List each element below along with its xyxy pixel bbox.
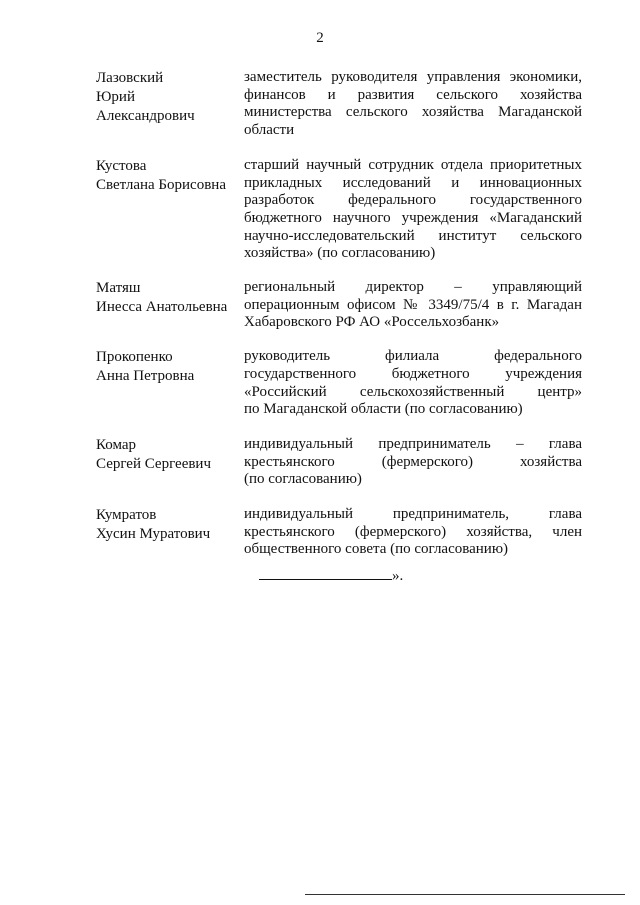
member-role	[244, 69, 582, 140]
footer-divider	[305, 894, 625, 895]
role-line: крестьянского (фермерского) хозяйства	[244, 453, 582, 470]
member-entry	[96, 436, 582, 489]
name-line: Сергей Сергеевич	[96, 455, 212, 472]
member-list	[96, 69, 582, 559]
member-entry	[96, 506, 582, 559]
role-line: области	[244, 122, 295, 139]
closing-quote: ».	[392, 568, 404, 584]
name-line: Хусин Муратович	[96, 526, 211, 543]
name-line: Лазовский	[96, 70, 164, 86]
role-line: финансов и развития сельского хозяйства	[244, 86, 582, 103]
role-line: старший научный сотрудник отдела приоритетных	[244, 156, 582, 173]
member-entry	[96, 157, 582, 263]
role-line: государственного бюджетного учреждения	[244, 365, 582, 382]
member-name	[96, 348, 244, 386]
member-role	[244, 436, 582, 489]
member-role	[244, 348, 582, 419]
name-line: Кустова	[96, 157, 147, 174]
role-line: (по согласованию)	[244, 471, 362, 488]
member-role	[244, 279, 582, 332]
member-name	[96, 506, 244, 544]
name-line: Анна Петровна	[96, 368, 195, 385]
member-entry	[96, 348, 582, 419]
role-line: крестьянского (фермерского) хозяйства, член	[244, 523, 582, 540]
page-number: 2	[316, 30, 324, 46]
role-line: прикладных исследований и инновационных	[244, 174, 582, 191]
member-entry	[96, 279, 582, 332]
role-line: «Российский сельскохозяйственный центр»	[244, 383, 582, 400]
member-role	[244, 506, 582, 559]
member-name	[96, 279, 244, 317]
closing-mark	[259, 565, 403, 585]
name-line: Инесса Анатольевна	[96, 299, 228, 316]
role-line: региональный директор – управляющий	[244, 279, 582, 296]
role-line: заместитель руководителя управления экономики,	[244, 69, 582, 85]
member-name	[96, 69, 244, 126]
name-line: Матяш	[96, 280, 141, 297]
name-line: Александрович	[96, 108, 195, 124]
role-line: Хабаровского РФ АО «Россельхозбанк»	[244, 314, 500, 331]
role-line: по Магаданской области (по согласованию)	[244, 401, 523, 418]
member-name	[96, 436, 244, 474]
closing-underline	[259, 565, 392, 580]
role-line: индивидуальный предприниматель, глава	[244, 506, 582, 523]
name-line: Кумратов	[96, 507, 157, 524]
role-line: бюджетного научного учреждения «Магаданский	[244, 209, 582, 226]
role-line: научно-исследовательский институт сельского	[244, 227, 582, 244]
role-line: министерства сельского хозяйства Магаданской	[244, 104, 582, 121]
role-line: руководитель филиала федерального	[244, 348, 582, 365]
role-line: операционным офисом № 3349/75/4 в г. Магадан	[244, 296, 582, 313]
name-line: Юрий	[96, 89, 135, 105]
name-line: Комар	[96, 436, 137, 453]
role-line: разработок федерального государственного	[244, 192, 582, 209]
role-line: индивидуальный предприниматель – глава	[244, 435, 582, 452]
role-line: хозяйства» (по согласованию)	[244, 245, 436, 262]
member-role	[244, 157, 582, 263]
name-line: Светлана Борисовна	[96, 176, 226, 193]
name-line: Прокопенко	[96, 349, 173, 366]
role-line: общественного совета (по согласованию)	[244, 541, 509, 558]
member-entry	[96, 69, 582, 140]
member-name	[96, 157, 244, 195]
